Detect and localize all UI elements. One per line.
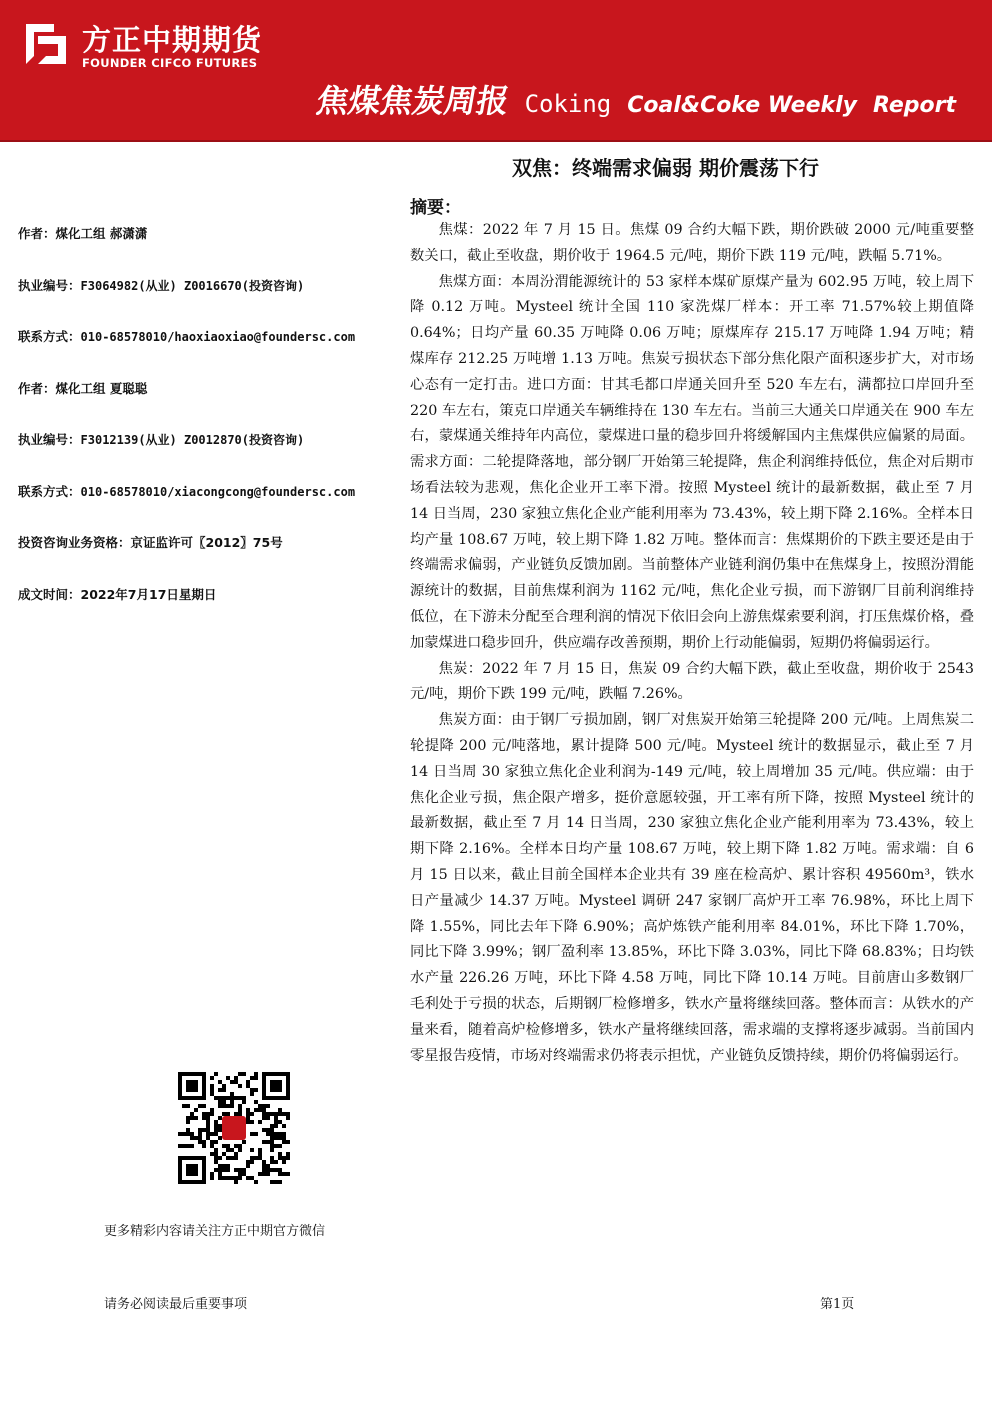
founder-logo-icon [22,20,70,68]
meta-value: 2022年7月17日星期日 [80,586,217,602]
company-name-en: FOUNDER CIFCO FUTURES [82,56,258,70]
meta-value: 010-68578010/haoxiaoxiao@foundersc.com [80,330,356,344]
meta-value: F3012139(从业) Z0012870(投资咨询) [80,433,305,447]
meta-row-qualification [18,531,398,583]
meta-label: 执业编号： [18,432,81,447]
report-title-en: Coal&Coke Weekly [627,93,857,118]
summary-paragraph: 焦煤方面：本周汾渭能源统计的 53 家样本煤矿原煤产量为 602.95 万吨，较上周下降 0.12 万吨。Mysteel 统计全国 110 家洗煤厂样本：开工率 71.57%较上期值降 0.64%；日均产量 60.35 万吨降 0.06 万吨；原煤库存 215.17 万吨降 1.94 万吨；精煤库存 212.25 万吨增 1.13 万吨。焦炭亏损状态下部分焦化限产面积逐步扩大，对市场心态有一定打击。进口方面：甘其毛都口岸通关回升至 520 车左右，满都拉口岸回升至 220 车左右，策克口岸通关车辆维持在 130 车左右。当前三大通关口岸通关在 900 车左右，蒙煤通关维持年内高位，蒙煤进口量的稳步回升将缓解国内主焦煤供应偏紧的局面。需求方面：二轮提降落地，部分钢厂开始第三轮提降，焦企利润维持低位，焦企对后期市场看法较为悲观，焦化企业开工率下滑。按照 Mysteel 统计的最新数据，截止至 7 月 14 日当周，230 家独立焦化企业产能利用率为 73.43%，较上期下降 2.16%。全样本日均产量 108.67 万吨，较上期下降 1.82 万吨。整体而言：焦煤期价的下跌主要还是由于终端需求偏弱，产业链负反馈加剧。当前整体产业链利润仍集中在焦煤身上，按照汾渭能源统计的数据，目前焦煤利润为 1162 元/吨，焦化企业亏损，而下游钢厂目前利润维持低位，在下游未分配至合理利润的情况下依旧会向上游焦煤索要利润，打压焦煤价格，叠加蒙煤进口稳步回升，供应端存改善预期，期价上行动能偏弱，短期仍将偏弱运行。 [410,273,974,651]
meta-label: 联系方式： [18,329,81,344]
summary-paragraph: 焦炭：2022 年 7 月 15 日，焦炭 09 合约大幅下跌，截止至收盘，期价收于 2543 元/吨，期价下跌 199 元/吨，跌幅 7.26%。 [410,660,974,703]
footer-notice: 请务必阅读最后重要事项 [104,1297,248,1312]
summary-paragraph: 焦炭方面：由于钢厂亏损加剧，钢厂对焦炭开始第三轮提降 200 元/吨。上周焦炭二轮提降 200 元/吨落地，累计提降 500 元/吨。Mysteel 统计的数据显示，截止至 7 月 14 日当周 30 家独立焦化企业利润为-149 元/吨，较上周增加 35 元/吨。供应端：由于焦化企业亏损，焦企限产增多，挺价意愿较强，开工率有所下降，按照 Mysteel 统计的最新数据，截止至 7 月 14 日当周，230 家独立焦化企业产能利用率为 73.43%，较上期下降 2.16%。全样本日均产量 108.67 万吨，较上期下降 1.82 万吨。需求端：自 6 月 15 日以来，截止目前全国样本企业共有 39 座在检高炉、累计容积 49560m³，铁水日产量减少 14.37 万吨。Mysteel 调研 247 家钢厂高炉开工率 76.98%，环比上周下降 1.55%，同比去年下降 6.90%；高炉炼铁产能利用率 84.01%，环比下降 1.70%，同比下降 3.99%；钢厂盈利率 13.85%，环比下降 3.03%，同比下降 68.83%；日均铁水产量 226.26 万吨，环比下降 4.58 万吨，同比下降 10.14 万吨。目前唐山多数钢厂毛利处于亏损的状态，后期钢厂检修增多，铁水产量将继续回落。整体而言：从铁水的产量来看，随着高炉检修增多，铁水产量将继续回落，需求端的支撑将逐步减弱。当前国内零星报告疫情，市场对终端需求仍将表示担忧，产业链负反馈持续，期价仍将偏弱运行。 [410,712,974,1064]
report-header [0,0,992,140]
meta-label: 成文时间： [18,586,81,602]
meta-label: 作者： [18,226,56,241]
qr-caption: 更多精彩内容请关注方正中期官方微信 [104,1224,326,1239]
meta-row-license-1 [18,274,398,326]
header-divider [0,140,992,142]
summary-body [410,218,974,1069]
meta-value: 煤化工组 郝潇潇 [55,226,148,241]
meta-value: F3064982(从业) Z0016670(投资咨询) [80,278,305,293]
meta-value: 煤化工组 夏聪聪 [55,380,148,396]
document-title: 双焦：终端需求偏弱 期价震荡下行 [512,156,819,180]
qr-code-icon [178,1072,290,1184]
author-info [18,222,398,634]
report-title-coking: Coking [524,90,612,118]
qr-code-graphic [178,1072,290,1184]
meta-row-license-2 [18,428,398,480]
meta-label: 执业编号： [18,277,81,293]
page-number: 第1页 [820,1297,855,1312]
meta-label: 投资咨询业务资格： [18,535,131,550]
meta-value: 京证监许可〖2012〗75号 [130,535,283,550]
meta-row-contact-1 [18,325,398,377]
meta-row-contact-2 [18,480,398,532]
summary-paragraph: 焦煤：2022 年 7 月 15 日。焦煤 09 合约大幅下跌，期价跌破 2000 元/吨重要整数关口，截止至收盘，期价收于 1964.5 元/吨，期价下跌 119 元/吨，跌幅 5.71%。 [410,222,974,264]
meta-value: 010-68578010/xiacongcong@foundersc.com [80,484,356,499]
report-title-cn: 焦煤焦炭周报 [312,82,512,120]
report-series-title [312,76,956,122]
report-title-report: Report [873,93,956,118]
meta-label: 作者： [18,380,56,396]
summary-heading: 摘要： [410,198,461,218]
company-name-cn: 方正中期期货 [82,23,263,57]
meta-row-author-2 [18,377,398,429]
meta-label: 联系方式： [18,483,81,499]
meta-row-author-1 [18,222,398,274]
meta-row-date [18,583,398,635]
